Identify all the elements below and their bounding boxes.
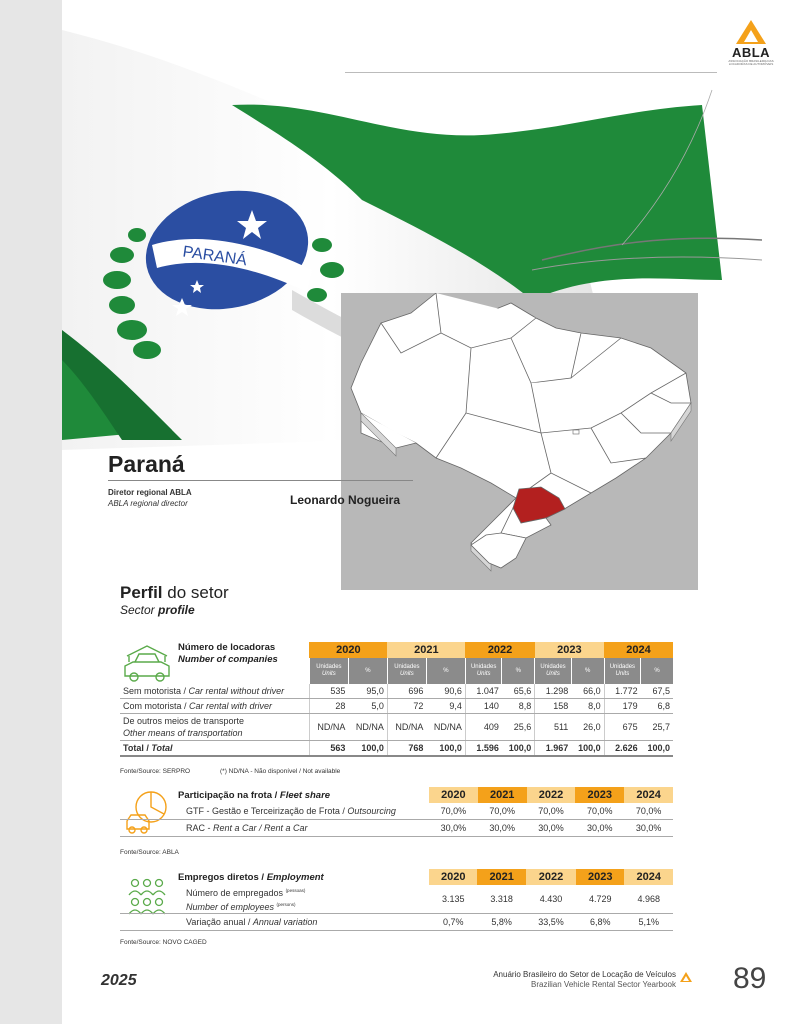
companies-source: Fonte/Source: SERPRO bbox=[120, 768, 191, 775]
logo-name: ABLA bbox=[731, 45, 771, 60]
cell: 1.298 bbox=[535, 684, 572, 699]
profile-sub-rest: Sector bbox=[120, 603, 159, 617]
cell: 90,6 bbox=[426, 684, 465, 699]
profile-subtitle bbox=[120, 603, 195, 617]
fleet-year-2023: 2023 bbox=[575, 787, 624, 803]
employment-year-2020: 2020 bbox=[429, 869, 477, 885]
row-label: Total / Total bbox=[120, 741, 309, 757]
cell: 9,4 bbox=[426, 699, 465, 714]
cell: 25,6 bbox=[502, 714, 535, 741]
fleet-year-2020: 2020 bbox=[429, 787, 478, 803]
cell: 5,8% bbox=[477, 914, 525, 931]
employment-year-2021: 2021 bbox=[477, 869, 525, 885]
companies-header bbox=[120, 642, 309, 684]
cell: 72 bbox=[387, 699, 426, 714]
cell: 30,0% bbox=[527, 820, 576, 837]
table-row bbox=[120, 820, 673, 837]
page-number: 89 bbox=[733, 962, 767, 995]
table-row bbox=[120, 914, 673, 931]
cell: 3.135 bbox=[429, 885, 477, 914]
cell: 66,0 bbox=[571, 684, 604, 699]
employment-table bbox=[120, 869, 673, 931]
footer-triangle-icon bbox=[680, 972, 692, 982]
fleet-year-2022: 2022 bbox=[527, 787, 576, 803]
cell: 3.318 bbox=[477, 885, 525, 914]
sub-pct: % bbox=[571, 658, 604, 684]
sub-pct: % bbox=[641, 658, 673, 684]
footer-title bbox=[440, 970, 676, 990]
row-label: Variação anual / Annual variation bbox=[120, 914, 429, 931]
cell: 563 bbox=[309, 741, 348, 757]
cell: 5,0 bbox=[348, 699, 387, 714]
companies-year-2020: 2020 bbox=[309, 642, 387, 658]
fleet-source: Fonte/Source: ABLA bbox=[120, 849, 179, 856]
cell: 70,0% bbox=[478, 803, 527, 820]
cell: 8,0 bbox=[571, 699, 604, 714]
cell: 1.596 bbox=[465, 741, 502, 757]
brazil-map bbox=[341, 293, 698, 590]
companies-year-2021: 2021 bbox=[387, 642, 465, 658]
employment-year-2023: 2023 bbox=[576, 869, 624, 885]
director-label-en: ABLA regional director bbox=[108, 499, 188, 508]
cell: 1.967 bbox=[535, 741, 572, 757]
row-label: GTF - Gestão e Terceirização de Frota / Outsourcing bbox=[120, 803, 429, 820]
sub-units: Unidades Units bbox=[604, 658, 641, 684]
fleet-year-2024: 2024 bbox=[624, 787, 673, 803]
cell: 696 bbox=[387, 684, 426, 699]
cell: 95,0 bbox=[348, 684, 387, 699]
left-margin-strip bbox=[0, 0, 62, 1024]
sub-pct: % bbox=[426, 658, 465, 684]
cell: 4.968 bbox=[624, 885, 673, 914]
cell: 8,8 bbox=[502, 699, 535, 714]
cell: ND/NA bbox=[309, 714, 348, 741]
cell: 4.430 bbox=[526, 885, 576, 914]
cell: 30,0% bbox=[575, 820, 624, 837]
footer-title-pt: Anuário Brasileiro do Setor de Locação de Veículos bbox=[493, 970, 676, 979]
cell: 5,1% bbox=[624, 914, 673, 931]
cell: 70,0% bbox=[575, 803, 624, 820]
cell: ND/NA bbox=[426, 714, 465, 741]
title-rule bbox=[108, 480, 413, 481]
profile-title-rest: do setor bbox=[162, 583, 229, 602]
director-name: Leonardo Nogueira bbox=[290, 493, 401, 507]
cell: 409 bbox=[465, 714, 502, 741]
fleet-share-table bbox=[120, 787, 673, 837]
cell: 30,0% bbox=[624, 820, 673, 837]
total-row bbox=[120, 741, 673, 757]
row-label: RAC - Rent a Car / Rent a Car bbox=[120, 820, 429, 837]
cell: 768 bbox=[387, 741, 426, 757]
cell: 675 bbox=[604, 714, 641, 741]
row-label: Com motorista / Car rental with driver bbox=[120, 699, 309, 714]
cell: 25,7 bbox=[641, 714, 673, 741]
logo-tagline: ASSOCIAÇÃO BRASILEIRA DAS LOCADORAS DE AUTOMÓVEIS bbox=[728, 59, 774, 66]
row-label: Sem motorista / Car rental without driver bbox=[120, 684, 309, 699]
table-row bbox=[120, 684, 673, 699]
sub-units: Unidades Units bbox=[387, 658, 426, 684]
cell: 100,0 bbox=[641, 741, 673, 757]
employment-year-2024: 2024 bbox=[624, 869, 673, 885]
director-label bbox=[108, 487, 192, 509]
profile-sub-bold: profile bbox=[158, 603, 195, 617]
cell: 511 bbox=[535, 714, 572, 741]
table-row bbox=[120, 699, 673, 714]
companies-header-en: Number of companies bbox=[178, 654, 278, 665]
cell: 2.626 bbox=[604, 741, 641, 757]
footer-year: 2025 bbox=[101, 972, 137, 989]
cell: 28 bbox=[309, 699, 348, 714]
cell: 67,5 bbox=[641, 684, 673, 699]
companies-year-2023: 2023 bbox=[535, 642, 604, 658]
cell: 4.729 bbox=[576, 885, 624, 914]
cell: 158 bbox=[535, 699, 572, 714]
cell: 65,6 bbox=[502, 684, 535, 699]
state-title: Paraná bbox=[108, 451, 185, 477]
cell: 26,0 bbox=[571, 714, 604, 741]
footer-title-en: Brazilian Vehicle Rental Sector Yearbook bbox=[531, 980, 676, 989]
sub-units: Unidades Units bbox=[309, 658, 348, 684]
flag-banner-text: PARANÁ bbox=[181, 243, 248, 270]
cell: 100,0 bbox=[571, 741, 604, 757]
cell: 33,5% bbox=[526, 914, 576, 931]
employment-source: Fonte/Source: NOVO CAGED bbox=[120, 939, 207, 946]
cell: 30,0% bbox=[429, 820, 478, 837]
table-row bbox=[120, 803, 673, 820]
brazil-map-graphic bbox=[341, 293, 698, 590]
employment-year-2022: 2022 bbox=[526, 869, 576, 885]
cell: 30,0% bbox=[478, 820, 527, 837]
row-label: Número de empregados $^{(pessoas)}$ Number of employees $^{(persons)}$ bbox=[120, 885, 429, 914]
table-row bbox=[120, 885, 673, 914]
companies-year-2024: 2024 bbox=[604, 642, 673, 658]
companies-year-2022: 2022 bbox=[465, 642, 534, 658]
cell: 70,0% bbox=[624, 803, 673, 820]
cell: 100,0 bbox=[426, 741, 465, 757]
sub-units: Unidades Units bbox=[535, 658, 572, 684]
cell: 100,0 bbox=[502, 741, 535, 757]
sub-units: Unidades Units bbox=[465, 658, 502, 684]
cell: 535 bbox=[309, 684, 348, 699]
cell: 70,0% bbox=[429, 803, 478, 820]
sub-pct: % bbox=[502, 658, 535, 684]
table-row bbox=[120, 714, 673, 741]
fleet-year-2021: 2021 bbox=[478, 787, 527, 803]
sub-pct: % bbox=[348, 658, 387, 684]
cell: 1.772 bbox=[604, 684, 641, 699]
cell: ND/NA bbox=[348, 714, 387, 741]
companies-note: (*) ND/NA - Não disponível / Not available bbox=[220, 768, 341, 775]
director-label-pt: Diretor regional ABLA bbox=[108, 488, 192, 497]
cell: ND/NA bbox=[387, 714, 426, 741]
fleet-header: Participação na frota / Fleet share bbox=[178, 789, 331, 801]
profile-title-bold: Perfil bbox=[120, 583, 163, 602]
cell: 179 bbox=[604, 699, 641, 714]
cell: 0,7% bbox=[429, 914, 477, 931]
cell: 6,8 bbox=[641, 699, 673, 714]
cell: 1.047 bbox=[465, 684, 502, 699]
companies-header-pt: Número de locadoras bbox=[178, 642, 276, 653]
profile-title bbox=[120, 584, 229, 601]
cell: 140 bbox=[465, 699, 502, 714]
cell: 6,8% bbox=[576, 914, 624, 931]
cell: 70,0% bbox=[527, 803, 576, 820]
cell: 100,0 bbox=[348, 741, 387, 757]
employment-header: Empregos diretos / Employment bbox=[178, 871, 324, 883]
row-label: De outros meios de transporte Other means of transportation bbox=[120, 714, 309, 741]
companies-table bbox=[120, 642, 673, 757]
